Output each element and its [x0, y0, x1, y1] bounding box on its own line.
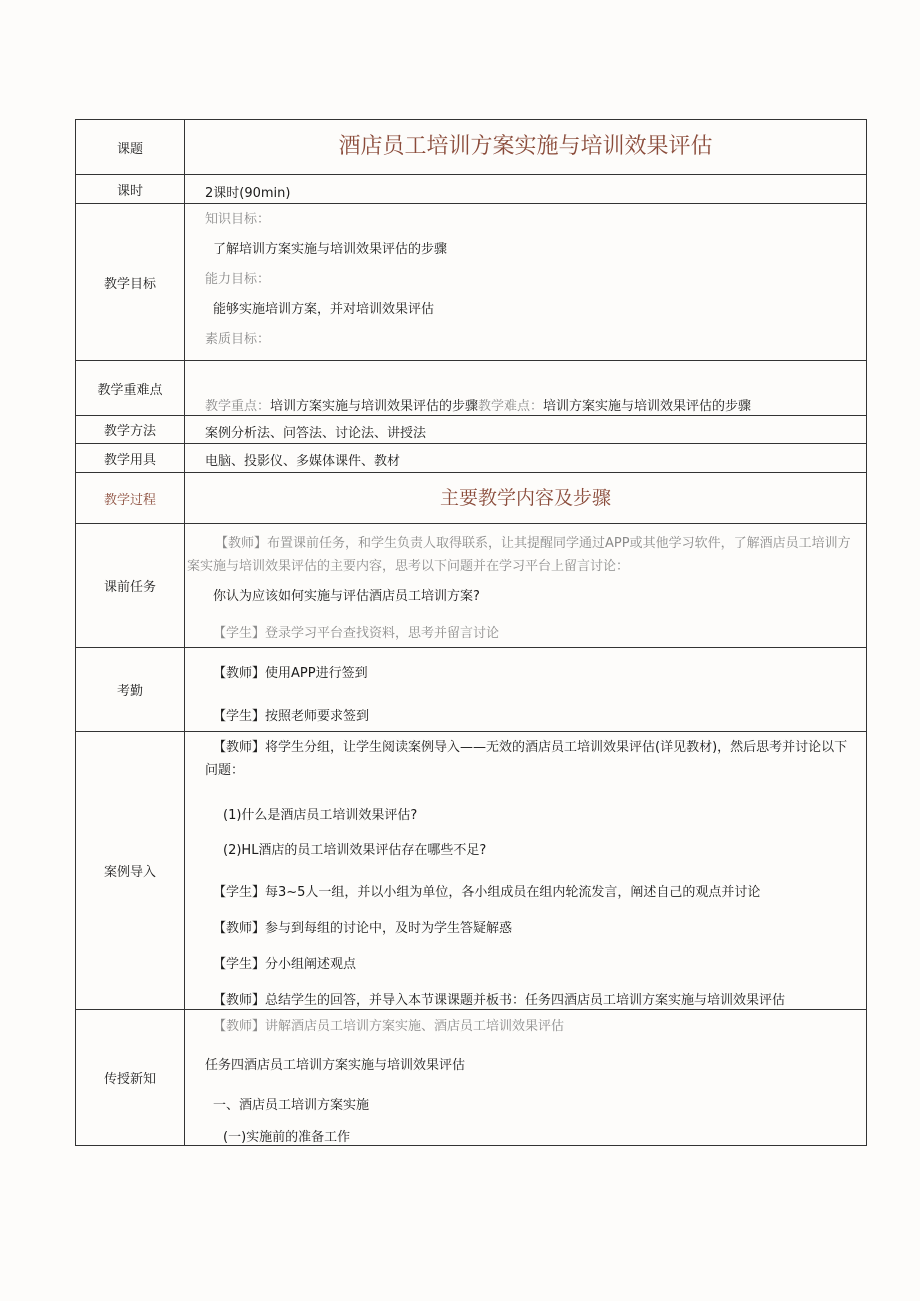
case-question-1: (1)什么是酒店员工培训效果评估? [223, 808, 418, 823]
row-case [76, 732, 867, 1010]
row-topic [76, 120, 867, 175]
new-teacher: 【教师】讲解酒店员工培训方案实施、酒店员工培训效果评估 [213, 1019, 565, 1034]
row-methods [76, 416, 867, 444]
new-task: 任务四酒店员工培训方案实施与培训效果评估 [205, 1058, 466, 1073]
row-goals [76, 204, 867, 361]
lesson-plan-table [75, 119, 867, 1146]
ability-goal: 能够实施培训方案，并对培训效果评估 [213, 302, 435, 317]
hours-value: 2课时(90min) [205, 186, 291, 201]
tools-value: 电脑、投影仪、多媒体课件、教材 [205, 454, 401, 469]
label-tools: 教学用具 [76, 444, 185, 473]
new-section: 一、酒店员工培训方案实施 [213, 1098, 370, 1113]
new-subsection: (一)实施前的准备工作 [223, 1130, 351, 1145]
label-new-knowledge: 传授新知 [76, 1010, 185, 1146]
case-question-2: (2)HL酒店的员工培训效果评估存在哪些不足? [223, 843, 487, 858]
case-teacher-3: 【教师】总结学生的回答，并导入本节课课题并板书：任务四酒店员工培训方案实施与培训效果评估 [213, 993, 786, 1008]
label-key-points: 教学重难点 [76, 361, 185, 416]
row-pre-class [76, 524, 867, 648]
case-teacher-2: 【教师】参与到每组的讨论中，及时为学生答疑解惑 [213, 921, 513, 936]
row-attendance [76, 648, 867, 732]
case-teacher-1: 【教师】将学生分组，让学生阅读案例导入——无效的酒店员工培训效果评估(详见教材)，然后思考并讨论以下问题： [205, 740, 848, 778]
label-hours: 课时 [76, 175, 185, 204]
pre-class-student: 【学生】登录学习平台查找资料，思考并留言讨论 [213, 626, 500, 641]
key-value: 培训方案实施与培训效果评估的步骤 [270, 399, 479, 414]
difficult-value: 培训方案实施与培训效果评估的步骤 [543, 399, 752, 414]
lesson-title: 酒店员工培训方案实施与培训效果评估 [338, 134, 713, 159]
label-attendance: 考勤 [76, 648, 185, 732]
key-points-line [205, 395, 860, 414]
label-pre-class: 课前任务 [76, 524, 185, 648]
case-student-1: 【学生】每3~5人一组，并以小组为单位，各小组成员在组内轮流发言，阐述自己的观点并讨论 [213, 885, 761, 900]
row-hours [76, 175, 867, 204]
case-student-2: 【学生】分小组阐述观点 [213, 957, 357, 972]
row-new-knowledge [76, 1010, 867, 1146]
row-tools [76, 444, 867, 473]
quality-goal-title: 素质目标： [205, 332, 271, 347]
label-topic: 课题 [76, 120, 185, 175]
knowledge-goal-title: 知识目标： [205, 212, 271, 227]
methods-value: 案例分析法、问答法、讨论法、讲授法 [205, 426, 427, 441]
pre-class-teacher: 【教师】布置课前任务，和学生负责人取得联系，让其提醒同学通过APP或其他学习软件，了解酒店员工培训方案实施与培训效果评估的主要内容，思考以下问题并在学习平台上留言讨论： [187, 536, 851, 574]
label-methods: 教学方法 [76, 416, 185, 444]
attendance-teacher: 【教师】使用APP进行签到 [213, 666, 368, 681]
label-case: 案例导入 [76, 732, 185, 1010]
process-heading: 主要教学内容及步骤 [439, 487, 611, 509]
ability-goal-title: 能力目标： [205, 272, 271, 287]
label-process: 教学过程 [76, 473, 185, 524]
attendance-student: 【学生】按照老师要求签到 [213, 709, 370, 724]
label-goals: 教学目标 [76, 204, 185, 361]
row-key-points [76, 361, 867, 416]
pre-class-question: 你认为应该如何实施与评估酒店员工培训方案? [213, 589, 480, 604]
key-title: 教学重点： [205, 399, 271, 414]
row-process [76, 473, 867, 524]
difficult-title: 教学难点： [478, 399, 544, 414]
knowledge-goal: 了解培训方案实施与培训效果评估的步骤 [213, 242, 448, 257]
